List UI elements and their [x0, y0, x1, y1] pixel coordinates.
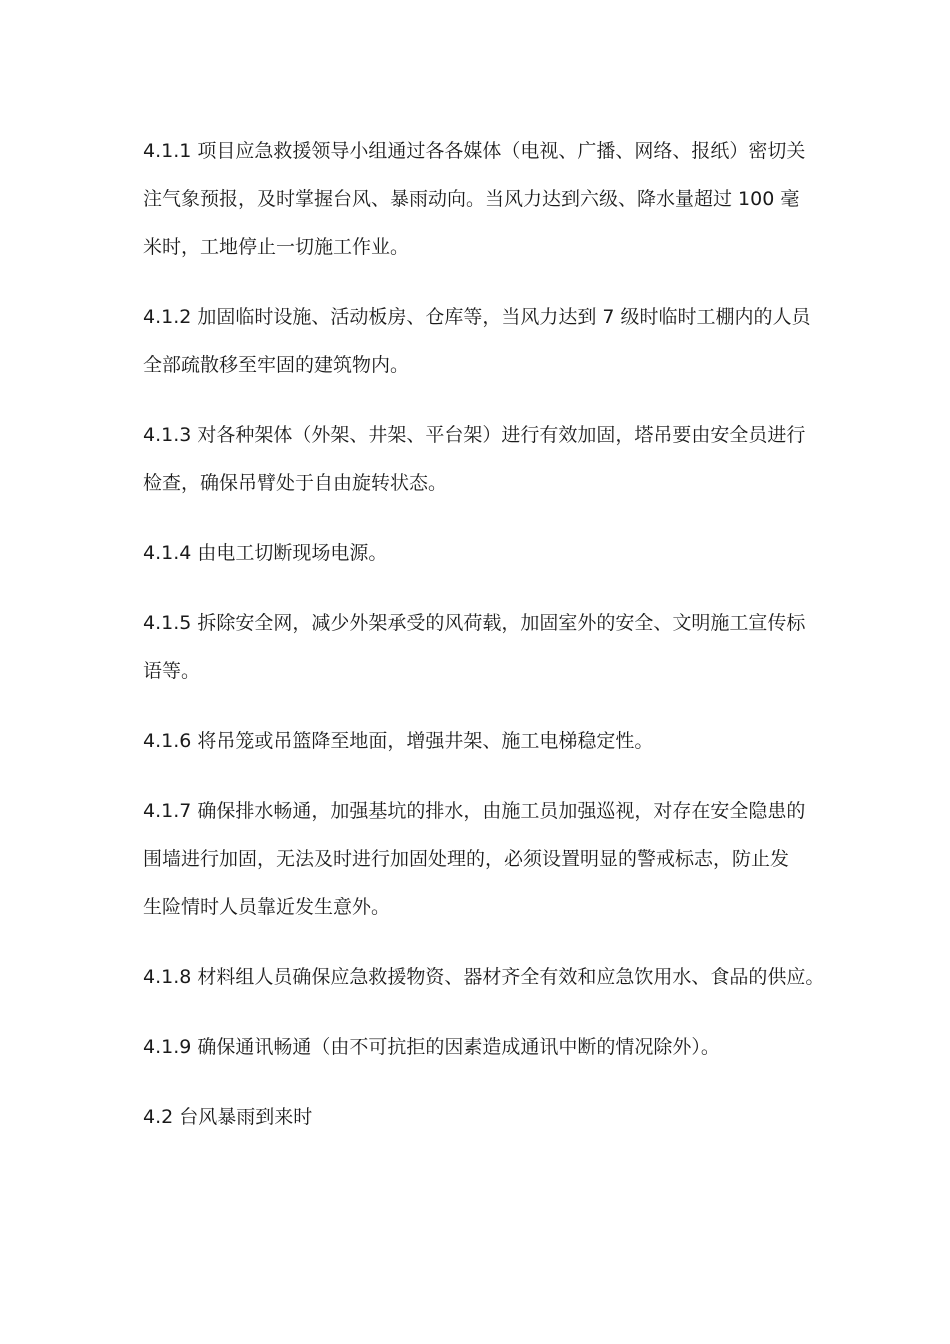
text-line: 4.1.3 对各种架体（外架、井架、平台架）进行有效加固，塔吊要由安全员进行: [143, 424, 806, 446]
text-line: 围墙进行加固，无法及时进行加固处理的，必须设置明显的警戒标志，防止发: [143, 848, 790, 870]
paragraph-4-1-3: [143, 411, 813, 507]
text-line: 4.1.4 由电工切断现场电源。: [143, 542, 388, 564]
text-line: 4.2 台风暴雨到来时: [143, 1106, 313, 1128]
paragraph-4-1-6: [143, 717, 813, 765]
text-line: 米时，工地停止一切施工作业。: [143, 236, 410, 258]
text-line: 4.1.9 确保通讯畅通（由不可抗拒的因素造成通讯中断的情况除外）。: [143, 1036, 720, 1058]
text-line: 4.1.7 确保排水畅通，加强基坑的排水，由施工员加强巡视，对存在安全隐患的: [143, 800, 806, 822]
paragraph-4-1-5: [143, 599, 813, 695]
paragraph-4-1-7: [143, 787, 813, 931]
text-line: 生险情时人员靠近发生意外。: [143, 896, 391, 918]
paragraph-4-1-9: [143, 1023, 813, 1071]
text-line: 全部疏散移至牢固的建筑物内。: [143, 354, 410, 376]
text-line: 语等。: [143, 660, 201, 682]
paragraph-4-1-2: [143, 293, 813, 389]
paragraph-4-1-1: [143, 127, 813, 271]
paragraph-4-1-4: [143, 529, 813, 577]
text-line: 4.1.6 将吊笼或吊篮降至地面，增强井架、施工电梯稳定性。: [143, 730, 654, 752]
section-heading-4-2: [143, 1093, 813, 1141]
paragraph-4-1-8: [143, 953, 825, 1001]
text-line: 4.1.8 材料组人员确保应急救援物资、器材齐全有效和应急饮用水、食品的供应。: [143, 966, 825, 988]
document-body: [143, 127, 825, 1163]
text-line: 4.1.1 项目应急救援领导小组通过各各媒体（电视、广播、网络、报纸）密切关: [143, 140, 806, 162]
text-line: 检查，确保吊臂处于自由旋转状态。: [143, 472, 448, 494]
text-line: 注气象预报，及时掌握台风、暴雨动向。当风力达到六级、降水量超过 100 毫: [143, 188, 800, 210]
text-line: 4.1.2 加固临时设施、活动板房、仓库等，当风力达到 7 级时临时工棚内的人员: [143, 306, 811, 328]
text-line: 4.1.5 拆除安全网，减少外架承受的风荷载，加固室外的安全、文明施工宣传标: [143, 612, 806, 634]
